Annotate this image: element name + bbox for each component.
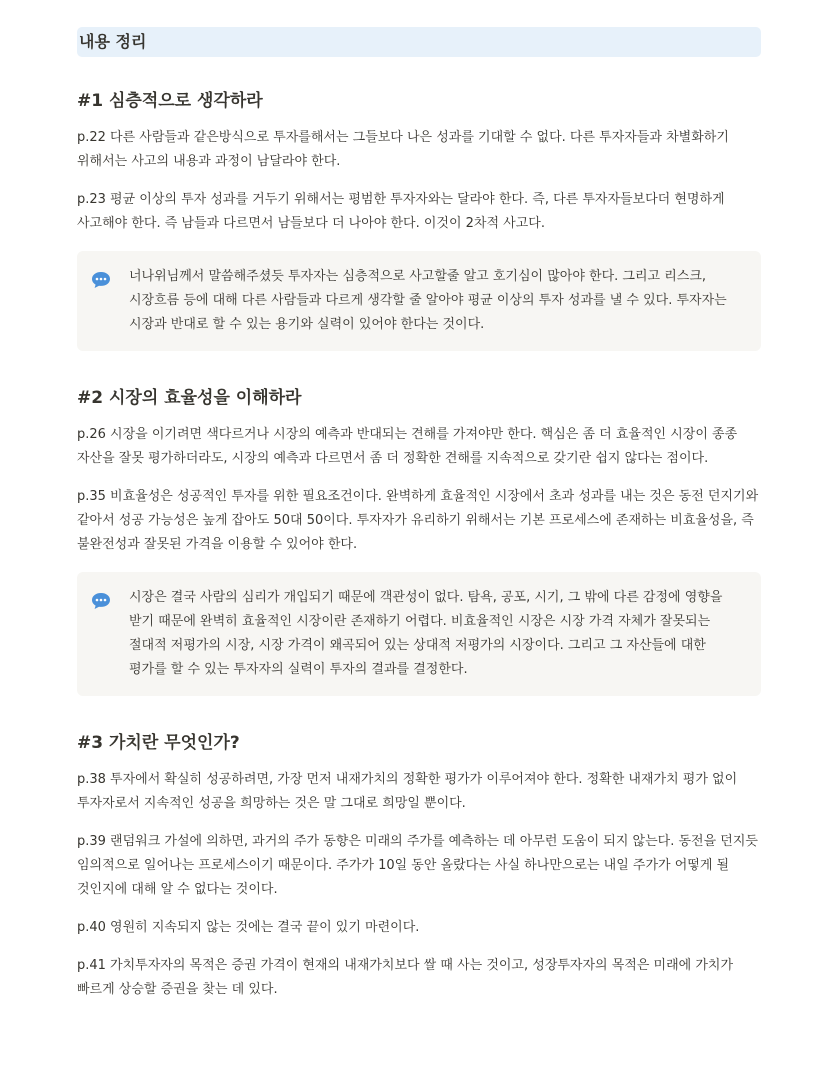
section-1-heading: #1 심층적으로 생각하라	[77, 91, 263, 111]
section-3-paragraph-3: p.40 영원히 지속되지 않는 것에는 결국 끝이 있기 마련이다.	[77, 920, 420, 935]
section-1-callout-text: 너나위님께서 말씀해주셨듯 투자자는 심층적으로 사고할줄 알고 호기심이 많아야 한다. 그리고 리스크, 시장흐름 등에 대해 다른 사람들과 다르게 생각할 줄 알아야 평균 이상의 투자 성과를 낼 수 있다. 투자자는 시장과 반대로 할 수 있는 용기와 실력이 있어야 한다는 것이다.	[129, 269, 727, 332]
section-2-paragraph-2: p.35 비효율성은 성공적인 투자를 위한 필요조건이다. 완벽하게 효율적인 시장에서 초과 성과를 내는 것은 동전 던지기와 같아서 성공 가능성은 높게 잡아도 50대 50이다. 투자자가 유리하기 위해서는 기본 프로세스에 존재하는 비효율성을, 즉 불완전성과 잘못된 가격을 이용할 수 있어야 한다.	[77, 489, 759, 552]
section-2-heading: #2 시장의 효율성을 이해하라	[77, 388, 302, 408]
page-content	[77, 27, 761, 1002]
section-1-callout	[77, 251, 761, 351]
section-3-paragraph-1: p.38 투자에서 확실히 성공하려면, 가장 먼저 내재가치의 정확한 평가가 이루어져야 한다. 정확한 내재가치 평가 없이 투자자로서 지속적인 성공을 희망하는 것은 말 그대로 희망일 뿐이다.	[77, 772, 738, 811]
speech-bubble-icon	[91, 592, 111, 610]
section-2-paragraph-1: p.26 시장을 이기려면 색다르거나 시장의 예측과 반대되는 견해를 가져야만 한다. 핵심은 좀 더 효율적인 시장이 종종 자산을 잘못 평가하더라도, 시장의 예측과 다르면서 좀 더 정확한 견해를 지속적으로 갖기란 쉽지 않다는 점이다.	[77, 427, 738, 466]
section-1-paragraph-2: p.23 평균 이상의 투자 성과를 거두기 위해서는 평범한 투자자와는 달라야 한다. 즉, 다른 투자자들보다더 현명하게 사고해야 한다. 즉 남들과 다르면서 남들보다 더 나아야 한다. 이것이 2차적 사고다.	[77, 192, 725, 231]
speech-bubble-icon	[91, 271, 111, 289]
section-3-heading: #3 가치란 무엇인가?	[77, 733, 240, 753]
banner-title: 내용 정리	[79, 32, 147, 51]
section-1-paragraph-1: p.22 다른 사람들과 같은방식으로 투자를해서는 그들보다 나은 성과를 기대할 수 없다. 다른 투자자들과 차별화하기 위해서는 사고의 내용과 과정이 남달라야 한다.	[77, 130, 729, 169]
section-2-callout-text: 시장은 결국 사람의 심리가 개입되기 때문에 객관성이 없다. 탐욕, 공포, 시기, 그 밖에 다른 감정에 영향을 받기 때문에 완벽히 효율적인 시장이란 존재하기 어렵다. 비효율적인 시장은 시장 가격 자체가 잘못되는 절대적 저평가의 시장, 시장 가격이 왜곡되어 있는 상대적 저평가의 시장이다. 그리고 그 자산들에 대한 평가를 할 수 있는 투자자의 실력이 투자의 결과를 결정한다.	[129, 590, 723, 677]
section-2-callout	[77, 572, 761, 696]
section-3-paragraph-2: p.39 랜덤워크 가설에 의하면, 과거의 주가 동향은 미래의 주가를 예측하는 데 아무런 도움이 되지 않는다. 동전을 던지듯 임의적으로 일어나는 프로세스이기 때문이다. 주가가 10일 동안 올랐다는 사실 하나만으로는 내일 주가가 어떻게 될 것인지에 대해 알 수 없다는 것이다.	[77, 834, 758, 897]
summary-banner	[77, 27, 761, 57]
section-3-paragraph-4: p.41 가치투자자의 목적은 증권 가격이 현재의 내재가치보다 쌀 때 사는 것이고, 성장투자자의 목적은 미래에 가치가 빠르게 상승할 증권을 찾는 데 있다.	[77, 958, 734, 997]
